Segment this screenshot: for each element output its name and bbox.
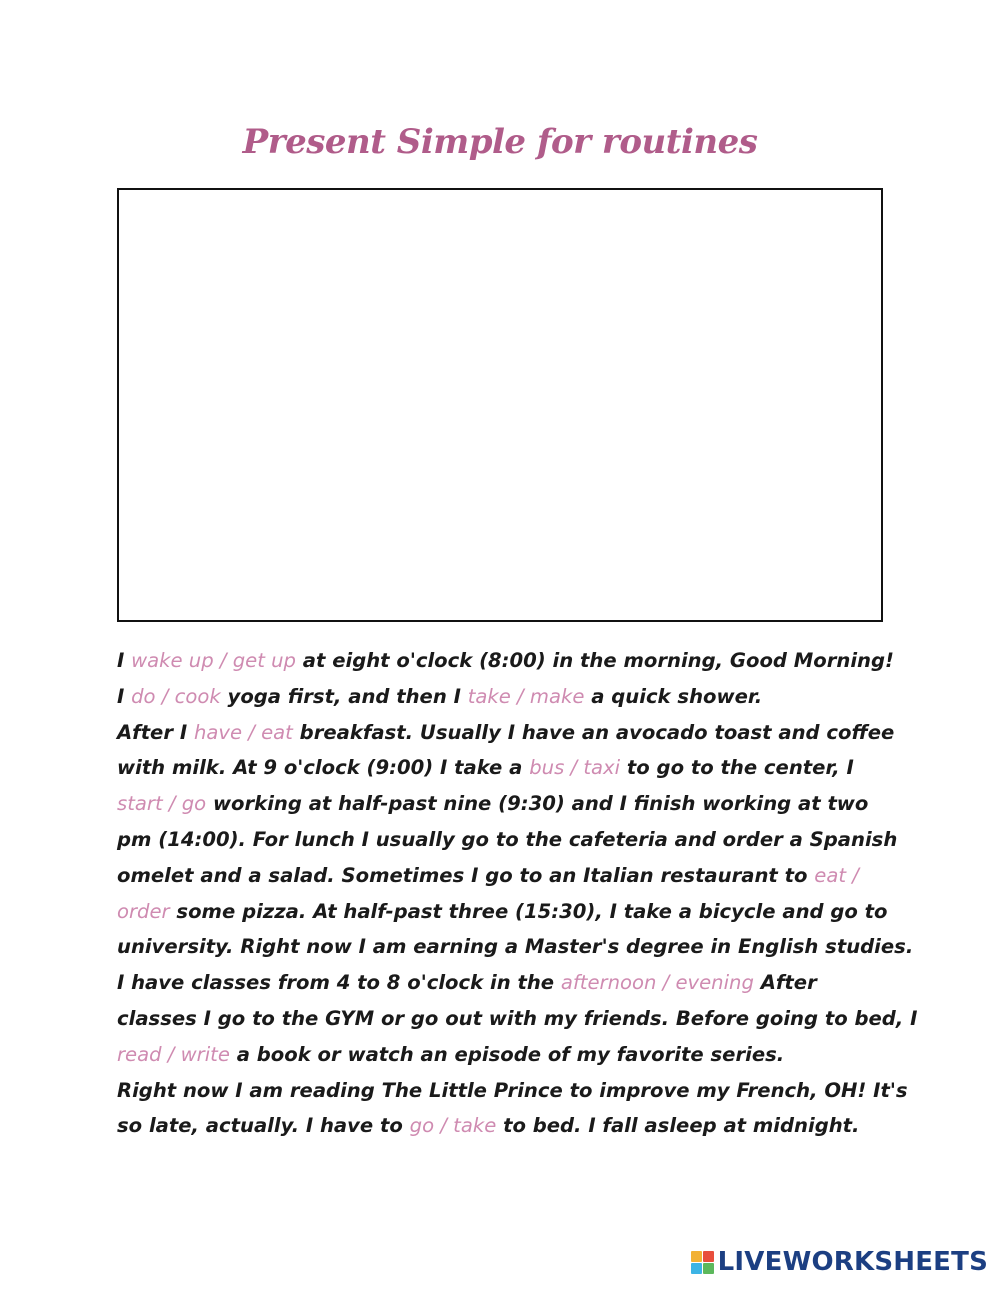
passage-text: to bed. I fall asleep at midnight. bbox=[496, 1114, 860, 1138]
logo-square bbox=[703, 1251, 714, 1262]
passage-text: working at half-past nine (9:30) and I finish working at two bbox=[206, 792, 869, 816]
logo-square bbox=[703, 1263, 714, 1274]
passage-line bbox=[117, 858, 892, 894]
passage-text: so late, actually. I have to bbox=[117, 1114, 410, 1138]
passage-text: I have classes from 4 to 8 o'clock in the bbox=[117, 971, 561, 995]
passage-line bbox=[117, 929, 914, 965]
word-choice-option[interactable]: bus / taxi bbox=[529, 756, 621, 780]
passage-line bbox=[117, 715, 895, 751]
passage-text: After I bbox=[117, 720, 194, 744]
logo-square bbox=[691, 1251, 702, 1262]
passage-line bbox=[117, 965, 892, 1001]
passage-line bbox=[117, 1037, 892, 1073]
word-choice-option[interactable]: wake up / get up bbox=[131, 649, 296, 672]
passage-line bbox=[117, 1001, 918, 1037]
passage-line bbox=[117, 894, 892, 930]
passage-line bbox=[117, 1108, 892, 1144]
passage-text: a book or watch an episode of my favorite series. bbox=[229, 1042, 785, 1066]
word-choice-option[interactable]: afternoon / evening bbox=[560, 971, 754, 995]
passage-line bbox=[117, 822, 898, 858]
logo-text: LIVEWORKSHEETS bbox=[717, 1247, 988, 1277]
image-placeholder-frame bbox=[117, 188, 883, 622]
word-choice-option[interactable]: order bbox=[117, 899, 170, 923]
passage-line bbox=[117, 679, 892, 715]
logo-blocks-icon bbox=[691, 1251, 714, 1274]
liveworksheets-logo bbox=[691, 1247, 988, 1277]
passage-text: with milk. At 9 o'clock (9:00) I take a bbox=[117, 756, 530, 780]
passage-line bbox=[117, 750, 892, 786]
word-choice-option[interactable]: go / take bbox=[409, 1114, 497, 1138]
word-choice-option[interactable]: have / eat bbox=[193, 720, 293, 744]
word-choice-option[interactable]: do / cook bbox=[131, 684, 221, 708]
passage-text: omelet and a salad. Sometimes I go to an Italian restaurant to bbox=[117, 863, 815, 887]
page-title: Present Simple for routines bbox=[242, 122, 758, 162]
passage-text: I bbox=[117, 649, 132, 672]
passage-text: a quick shower. bbox=[584, 684, 763, 708]
passage-text: pm (14:00). For lunch I usually go to the cafeteria and order a Spanish bbox=[117, 827, 898, 851]
passage-line bbox=[117, 1073, 908, 1109]
passage-text: to go to the center, I bbox=[620, 756, 854, 780]
reading-passage bbox=[117, 643, 918, 1144]
passage-text: breakfast. Usually I have an avocado toast and coffee bbox=[292, 720, 895, 744]
passage-text: classes I go to the GYM or go out with my friends. Before going to bed, I bbox=[117, 1006, 918, 1030]
word-choice-option[interactable]: eat / bbox=[814, 863, 859, 887]
passage-text: After bbox=[753, 971, 817, 995]
logo-square bbox=[691, 1263, 702, 1274]
passage-line bbox=[117, 643, 892, 679]
word-choice-option[interactable]: take / make bbox=[467, 684, 585, 708]
passage-text: at eight o'clock (8:00) in the morning, Good Morning! bbox=[295, 649, 894, 672]
passage-text: Right now I am reading The Little Prince to improve my French, OH! It's bbox=[117, 1078, 908, 1102]
passage-text: university. Right now I am earning a Master's degree in English studies. bbox=[117, 935, 914, 959]
word-choice-option[interactable]: read / write bbox=[117, 1042, 230, 1066]
passage-text: I bbox=[117, 684, 132, 708]
passage-line bbox=[117, 786, 892, 822]
passage-text: yoga first, and then I bbox=[220, 684, 468, 708]
passage-text: some pizza. At half-past three (15:30), I take a bicycle and go to bbox=[169, 899, 888, 923]
word-choice-option[interactable]: start / go bbox=[117, 792, 207, 816]
